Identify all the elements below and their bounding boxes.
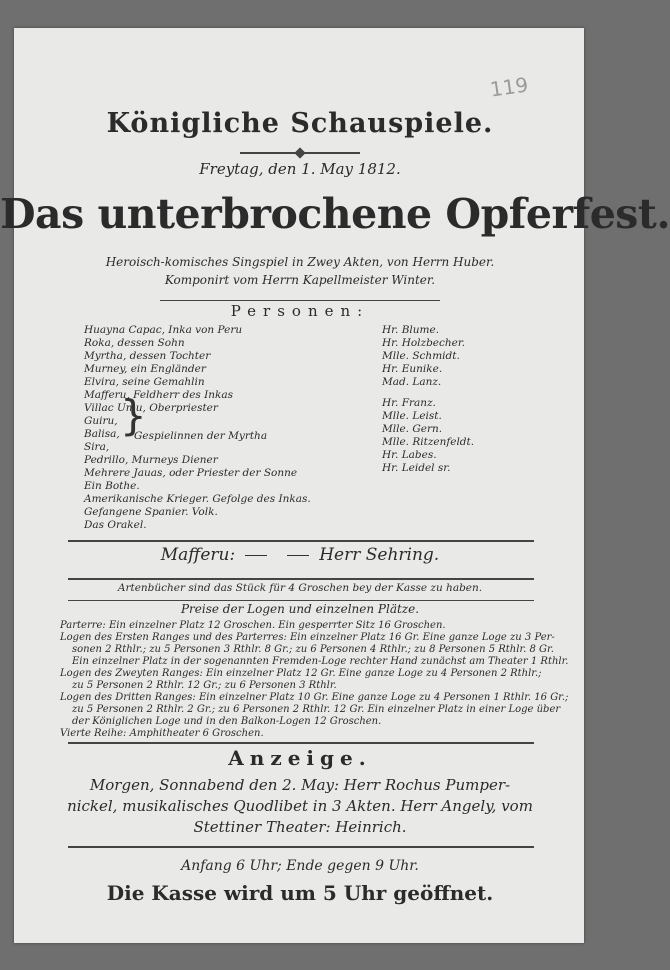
- divider: [160, 300, 440, 301]
- actor-name: Hr. Blume.: [382, 324, 440, 336]
- actor-name: Hr. Leidel sr.: [382, 462, 451, 474]
- announcement-line: nickel, musikalisches Quodlibet in 3 Akten. Herr Angely, vom: [67, 797, 533, 815]
- performance-times: Anfang 6 Uhr; Ende gegen 9 Uhr.: [181, 858, 419, 874]
- composer-line: Komponirt vom Herrn Kapellmeister Winter.: [164, 273, 436, 287]
- price-line: Logen des Dritten Ranges: Ein einzelner Platz 10 Gr. Eine ganze Loge zu 4 Personen 1 Rthlr. 16 Gr.;: [60, 692, 569, 703]
- theatre-name: Königliche Schauspiele.: [106, 108, 494, 139]
- divider: [68, 600, 534, 601]
- brace-symbol: }: [120, 391, 147, 440]
- role-line: Gefangene Spanier. Volk.: [84, 506, 218, 518]
- cast-actor: Herr Sehring.: [319, 545, 440, 565]
- role-line: Guiru,: [84, 415, 118, 427]
- cast-role: Mafferu:: [160, 545, 236, 565]
- price-line: sonen 2 Rthlr.; zu 5 Personen 3 Rthlr. 8 Gr.; zu 6 Personen 4 Rthlr.; zu 8 Personen 5 Rthlr. 8 Gr.: [72, 644, 554, 655]
- role-line: Das Orakel.: [84, 519, 147, 531]
- role-line: Sira,: [84, 441, 110, 453]
- announcement-heading: Anzeige.: [228, 746, 372, 770]
- actor-name: Hr. Holzbecher.: [382, 337, 466, 349]
- role-line: Elvira, seine Gemahlin: [84, 376, 205, 388]
- ornament-divider: [240, 150, 360, 156]
- role-line: Villac Umu, Oberpriester: [84, 402, 218, 414]
- textbook-note: Artenbücher sind das Stück für 4 Groschen bey der Kasse zu haben.: [117, 582, 483, 594]
- role-line: Amerikanische Krieger. Gefolge des Inkas.: [84, 493, 311, 505]
- price-line: Parterre: Ein einzelner Platz 12 Groschen. Ein gesperrter Sitz 16 Groschen.: [60, 620, 446, 631]
- divider: [68, 846, 534, 848]
- role-line: Pedrillo, Murneys Diener: [84, 454, 218, 466]
- role-line: Myrtha, dessen Tochter: [84, 350, 211, 362]
- price-line: zu 5 Personen 2 Rthlr. 12 Gr.; zu 6 Personen 3 Rthlr.: [72, 680, 337, 691]
- personen-heading: Personen:: [230, 302, 370, 320]
- price-line: der Königlichen Loge und in den Balkon-Logen 12 Groschen.: [72, 716, 382, 727]
- prices-heading: Preise der Logen und einzelnen Plätze.: [180, 602, 420, 616]
- price-line: zu 5 Personen 2 Rthlr. 2 Gr.; zu 6 Personen 2 Rthlr. 12 Gr. Ein einzelner Platz in einer Loge über: [72, 704, 561, 715]
- actor-name: Hr. Eunike.: [382, 363, 443, 375]
- actor-name: Mlle. Schmidt.: [382, 350, 460, 362]
- play-title: Das unterbrochene Opferfest.: [0, 190, 670, 238]
- price-line: Logen des Zweyten Ranges: Ein einzelner Platz 12 Gr. Eine ganze Loge zu 4 Personen 2 Rthlr.;: [60, 668, 542, 679]
- role-line: Mehrere Jauas, oder Priester der Sonne: [84, 467, 298, 479]
- archive-number: 119: [488, 72, 530, 102]
- announcement-line: Morgen, Sonnabend den 2. May: Herr Rochus Pumper-: [89, 776, 511, 794]
- role-line: Balisa,: [84, 428, 120, 440]
- actor-name: Hr. Franz.: [382, 397, 436, 409]
- actor-name: Hr. Labes.: [382, 449, 437, 461]
- role-line: Ein Bothe.: [84, 480, 140, 492]
- role-line: Murney, ein Engländer: [84, 363, 206, 375]
- actor-name: Mlle. Gern.: [382, 423, 443, 435]
- cast-change: [0, 545, 600, 565]
- announcement-line: Stettiner Theater: Heinrich.: [193, 818, 407, 836]
- actor-name: Mlle. Leist.: [382, 410, 442, 422]
- brace-label: Gespielinnen der Myrtha: [134, 430, 268, 442]
- actor-name: Mad. Lanz.: [382, 376, 442, 388]
- price-line: Vierte Reihe: Amphitheater 6 Groschen.: [60, 728, 264, 739]
- price-line: Logen des Ersten Ranges und des Parterres: Ein einzelner Platz 16 Gr. Eine ganze Loge zu 3 Per-: [60, 632, 555, 643]
- divider: [68, 540, 534, 542]
- play-subtitle: Heroisch-komisches Singspiel in Zwey Akten, von Herrn Huber.: [105, 255, 495, 269]
- role-line: Huayna Capac, Inka von Peru: [84, 324, 243, 336]
- role-line: Mafferu, Feldherr des Inkas: [84, 389, 234, 401]
- performance-date: Freytag, den 1. May 1812.: [199, 160, 401, 178]
- divider: [68, 742, 534, 744]
- actor-name: Mlle. Ritzenfeldt.: [382, 436, 475, 448]
- role-line: Roka, dessen Sohn: [84, 337, 185, 349]
- price-line: Ein einzelner Platz in der sogenannten Fremden-Loge rechter Hand zunächst am Theater 1 Rthlr.: [72, 656, 569, 667]
- box-office-note: Die Kasse wird um 5 Uhr geöffnet.: [106, 881, 494, 905]
- divider: [68, 578, 534, 580]
